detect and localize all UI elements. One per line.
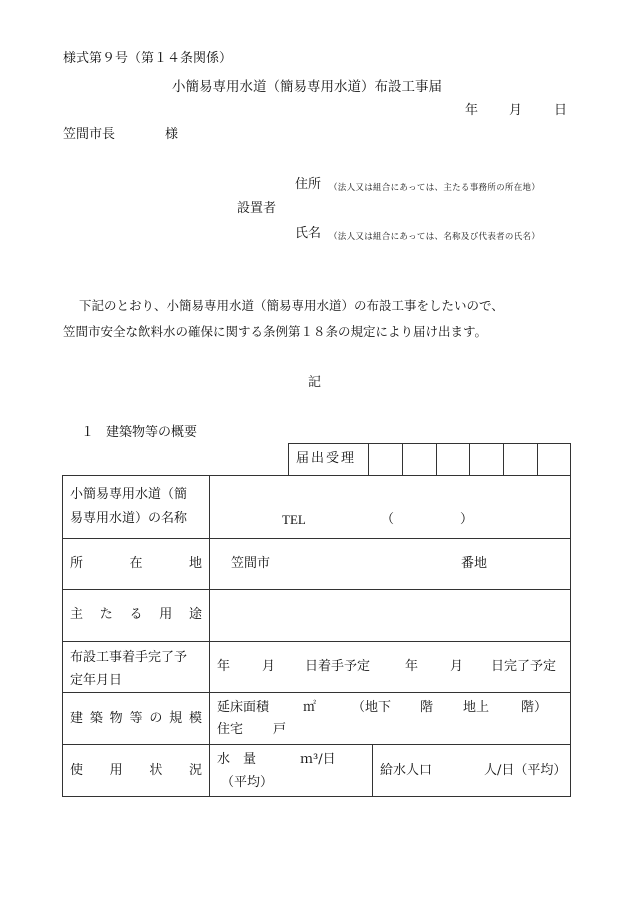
date-day: 日 bbox=[554, 103, 568, 118]
schedule-row-label-1: 布設工事着手完了予 bbox=[70, 650, 188, 665]
floor-area-label: 延床面積 bbox=[217, 700, 270, 715]
label-char: 所 bbox=[70, 556, 84, 571]
basement-label: （地下 bbox=[352, 700, 392, 715]
receipt-label: 届出受理 bbox=[296, 451, 357, 466]
name-label: 氏名 bbox=[295, 226, 322, 241]
above-ground-label: 地上 bbox=[463, 700, 490, 715]
body-line-1: 下記のとおり、小簡易専用水道（簡易専用水道）の布設工事をしたいので、 bbox=[79, 298, 504, 313]
name-row-label-1: 小簡易専用水道（簡 bbox=[70, 487, 188, 502]
address-note: （法人又は組合にあっては、主たる事務所の所在地） bbox=[329, 183, 541, 193]
water-volume-unit: ｍ³/日 bbox=[300, 752, 336, 767]
schedule-end-year: 年 bbox=[405, 659, 419, 674]
schedule-end-day: 日完了予定 bbox=[491, 659, 557, 674]
form-number: 様式第９号（第１４条関係） bbox=[63, 51, 233, 66]
usage-col-divider bbox=[372, 744, 373, 797]
label-char: る bbox=[129, 607, 143, 622]
label-char: 築 bbox=[89, 711, 103, 726]
label-char: の bbox=[149, 711, 163, 726]
schedule-start-month: 月 bbox=[262, 659, 276, 674]
receipt-divider bbox=[436, 443, 437, 476]
schedule-start-year: 年 bbox=[217, 659, 231, 674]
population-unit: 人/日（平均） bbox=[484, 763, 567, 778]
date-year: 年 bbox=[465, 103, 479, 118]
table-row-divider bbox=[62, 744, 571, 745]
label-char: た bbox=[99, 607, 113, 622]
ki-mark: 記 bbox=[308, 375, 322, 390]
basement-floors: 階 bbox=[420, 700, 434, 715]
label-char: 主 bbox=[70, 607, 84, 622]
floor-area-unit: ㎡ bbox=[303, 700, 317, 715]
receipt-divider bbox=[368, 443, 369, 476]
label-char: 等 bbox=[129, 711, 143, 726]
receipt-divider bbox=[469, 443, 470, 476]
tel-open: （ bbox=[381, 512, 395, 527]
location-city: 笠間市 bbox=[231, 556, 271, 571]
table-row-divider bbox=[62, 692, 571, 693]
label-char: 物 bbox=[109, 711, 123, 726]
receipt-divider bbox=[503, 443, 504, 476]
location-banchi: 番地 bbox=[461, 556, 488, 571]
name-note: （法人又は組合にあっては、名称及び代表者の氏名） bbox=[329, 232, 541, 242]
name-row-label-2: 易専用水道）の名称 bbox=[70, 511, 188, 526]
housing-label: 住宅 bbox=[217, 722, 244, 737]
purpose-row-label bbox=[70, 604, 202, 626]
housing-units: 戸 bbox=[273, 722, 287, 737]
table-row-divider bbox=[62, 538, 571, 539]
address-label: 住所 bbox=[295, 177, 322, 192]
label-char: 使 bbox=[70, 763, 84, 778]
schedule-row-label-2: 定年月日 bbox=[70, 673, 123, 688]
label-char: 地 bbox=[188, 556, 202, 571]
scale-row-label bbox=[70, 708, 202, 730]
date-month: 月 bbox=[509, 103, 523, 118]
label-char: 況 bbox=[188, 763, 202, 778]
above-ground-floors: 階） bbox=[521, 700, 548, 715]
schedule-end-month: 月 bbox=[450, 659, 464, 674]
tel-close: ） bbox=[460, 512, 474, 527]
label-char: 用 bbox=[109, 763, 123, 778]
document-title: 小簡易専用水道（簡易専用水道）布設工事届 bbox=[172, 79, 442, 95]
usage-row-label bbox=[70, 760, 202, 782]
installer-label: 設置者 bbox=[237, 201, 277, 216]
label-char: 建 bbox=[70, 711, 84, 726]
water-volume-label: 水 量 bbox=[217, 752, 257, 767]
table-row-divider bbox=[62, 589, 571, 590]
label-char: 模 bbox=[188, 711, 202, 726]
receipt-divider bbox=[402, 443, 403, 476]
label-char: 用 bbox=[159, 607, 173, 622]
label-char: 規 bbox=[169, 711, 183, 726]
location-row-label bbox=[70, 553, 202, 575]
label-char: 途 bbox=[188, 607, 202, 622]
honorific: 様 bbox=[165, 127, 179, 142]
schedule-start-day: 日着手予定 bbox=[305, 659, 371, 674]
tel-label: TEL bbox=[282, 512, 306, 527]
section-number: １ bbox=[81, 425, 95, 440]
label-char: 在 bbox=[129, 556, 143, 571]
table-col-divider bbox=[209, 475, 210, 797]
body-line-2: 笠間市安全な飲料水の確保に関する条例第１８条の規定により届け出ます。 bbox=[63, 324, 488, 339]
table-row-divider bbox=[62, 641, 571, 642]
section-title: 建築物等の概要 bbox=[106, 425, 198, 440]
receipt-divider bbox=[537, 443, 538, 476]
addressee: 笠間市長 bbox=[63, 127, 116, 142]
water-volume-average: （平均） bbox=[221, 775, 274, 790]
label-char: 状 bbox=[149, 763, 163, 778]
population-label: 給水人口 bbox=[380, 763, 433, 778]
